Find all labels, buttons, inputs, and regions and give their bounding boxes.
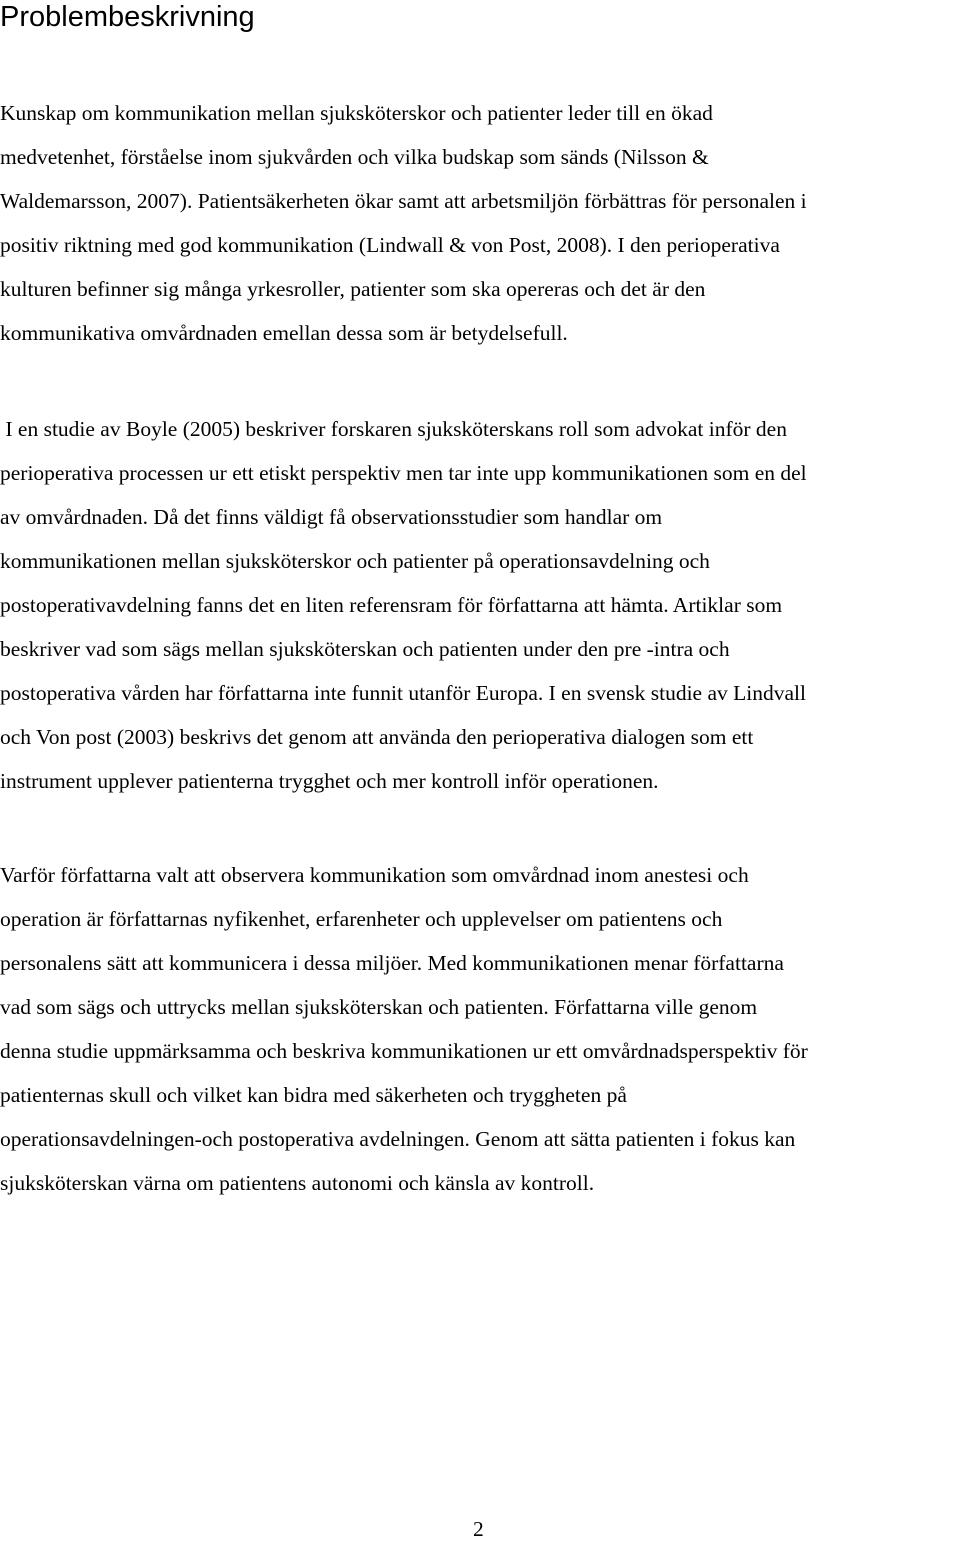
paragraph-line: medvetenhet, förståelse inom sjukvården och vilka budskap som sänds (Nilsson & bbox=[0, 145, 709, 169]
paragraph-line: personalens sätt att kommunicera i dessa miljöer. Med kommunikationen menar författarna bbox=[0, 951, 784, 975]
paragraph-line: I en studie av Boyle (2005) beskriver forskaren sjuksköterskans roll som advokat inför den bbox=[0, 417, 787, 441]
paragraph-line: Varför författarna valt att observera kommunikation som omvårdnad inom anestesi och bbox=[0, 863, 749, 887]
page-title: Problembeskrivning bbox=[0, 1, 255, 33]
paragraph-line: av omvårdnaden. Då det finns väldigt få observationsstudier som handlar om bbox=[0, 505, 663, 529]
paragraph-line: kulturen befinner sig många yrkesroller, patienter som ska opereras och det är den bbox=[0, 277, 706, 301]
paragraph-line: kommunikationen mellan sjuksköterskor och patienter på operationsavdelning och bbox=[0, 549, 710, 573]
paragraph-line: positiv riktning med god kommunikation (Lindwall & von Post, 2008). I den perioperativa bbox=[0, 233, 780, 257]
paragraph-line: sjuksköterskan värna om patientens autonomi och känsla av kontroll. bbox=[0, 1171, 595, 1195]
paragraph-line: och Von post (2003) beskrivs det genom att använda den perioperativa dialogen som ett bbox=[0, 725, 754, 749]
paragraph-line: denna studie uppmärksamma och beskriva kommunikationen ur ett omvårdnadsperspektiv för bbox=[0, 1039, 808, 1063]
paragraph-line: patienternas skull och vilket kan bidra med säkerheten och tryggheten på bbox=[0, 1083, 627, 1107]
paragraph-line: perioperativa processen ur ett etiskt perspektiv men tar inte upp kommunikationen som en del bbox=[0, 461, 807, 485]
paragraph-line: operationsavdelningen-och postoperativa avdelningen. Genom att sätta patienten i fokus kan bbox=[0, 1127, 796, 1151]
paragraph-line: instrument upplever patienterna trygghet och mer kontroll inför operationen. bbox=[0, 769, 659, 793]
paragraph-line: beskriver vad som sägs mellan sjuksköterskan och patienten under den pre -intra och bbox=[0, 637, 730, 661]
paragraph-line: operation är författarnas nyfikenhet, erfarenheter och upplevelser om patientens och bbox=[0, 907, 723, 931]
paragraph-line: vad som sägs och uttrycks mellan sjuksköterskan och patienten. Författarna ville genom bbox=[0, 995, 758, 1019]
paragraph-line: kommunikativa omvårdnaden emellan dessa som är betydelsefull. bbox=[0, 321, 568, 345]
paragraph-line: Kunskap om kommunikation mellan sjuksköterskor och patienter leder till en ökad bbox=[0, 101, 713, 125]
page-number: 2 bbox=[473, 1517, 484, 1541]
paragraph-line: postoperativa vården har författarna inte funnit utanför Europa. I en svensk studie av Lindvall bbox=[0, 681, 806, 705]
paragraph-line: Waldemarsson, 2007). Patientsäkerheten ökar samt att arbetsmiljön förbättras för personalen i bbox=[0, 189, 807, 213]
paragraph-line: postoperativavdelning fanns det en liten referensram för författarna att hämta. Artiklar som bbox=[0, 593, 783, 617]
